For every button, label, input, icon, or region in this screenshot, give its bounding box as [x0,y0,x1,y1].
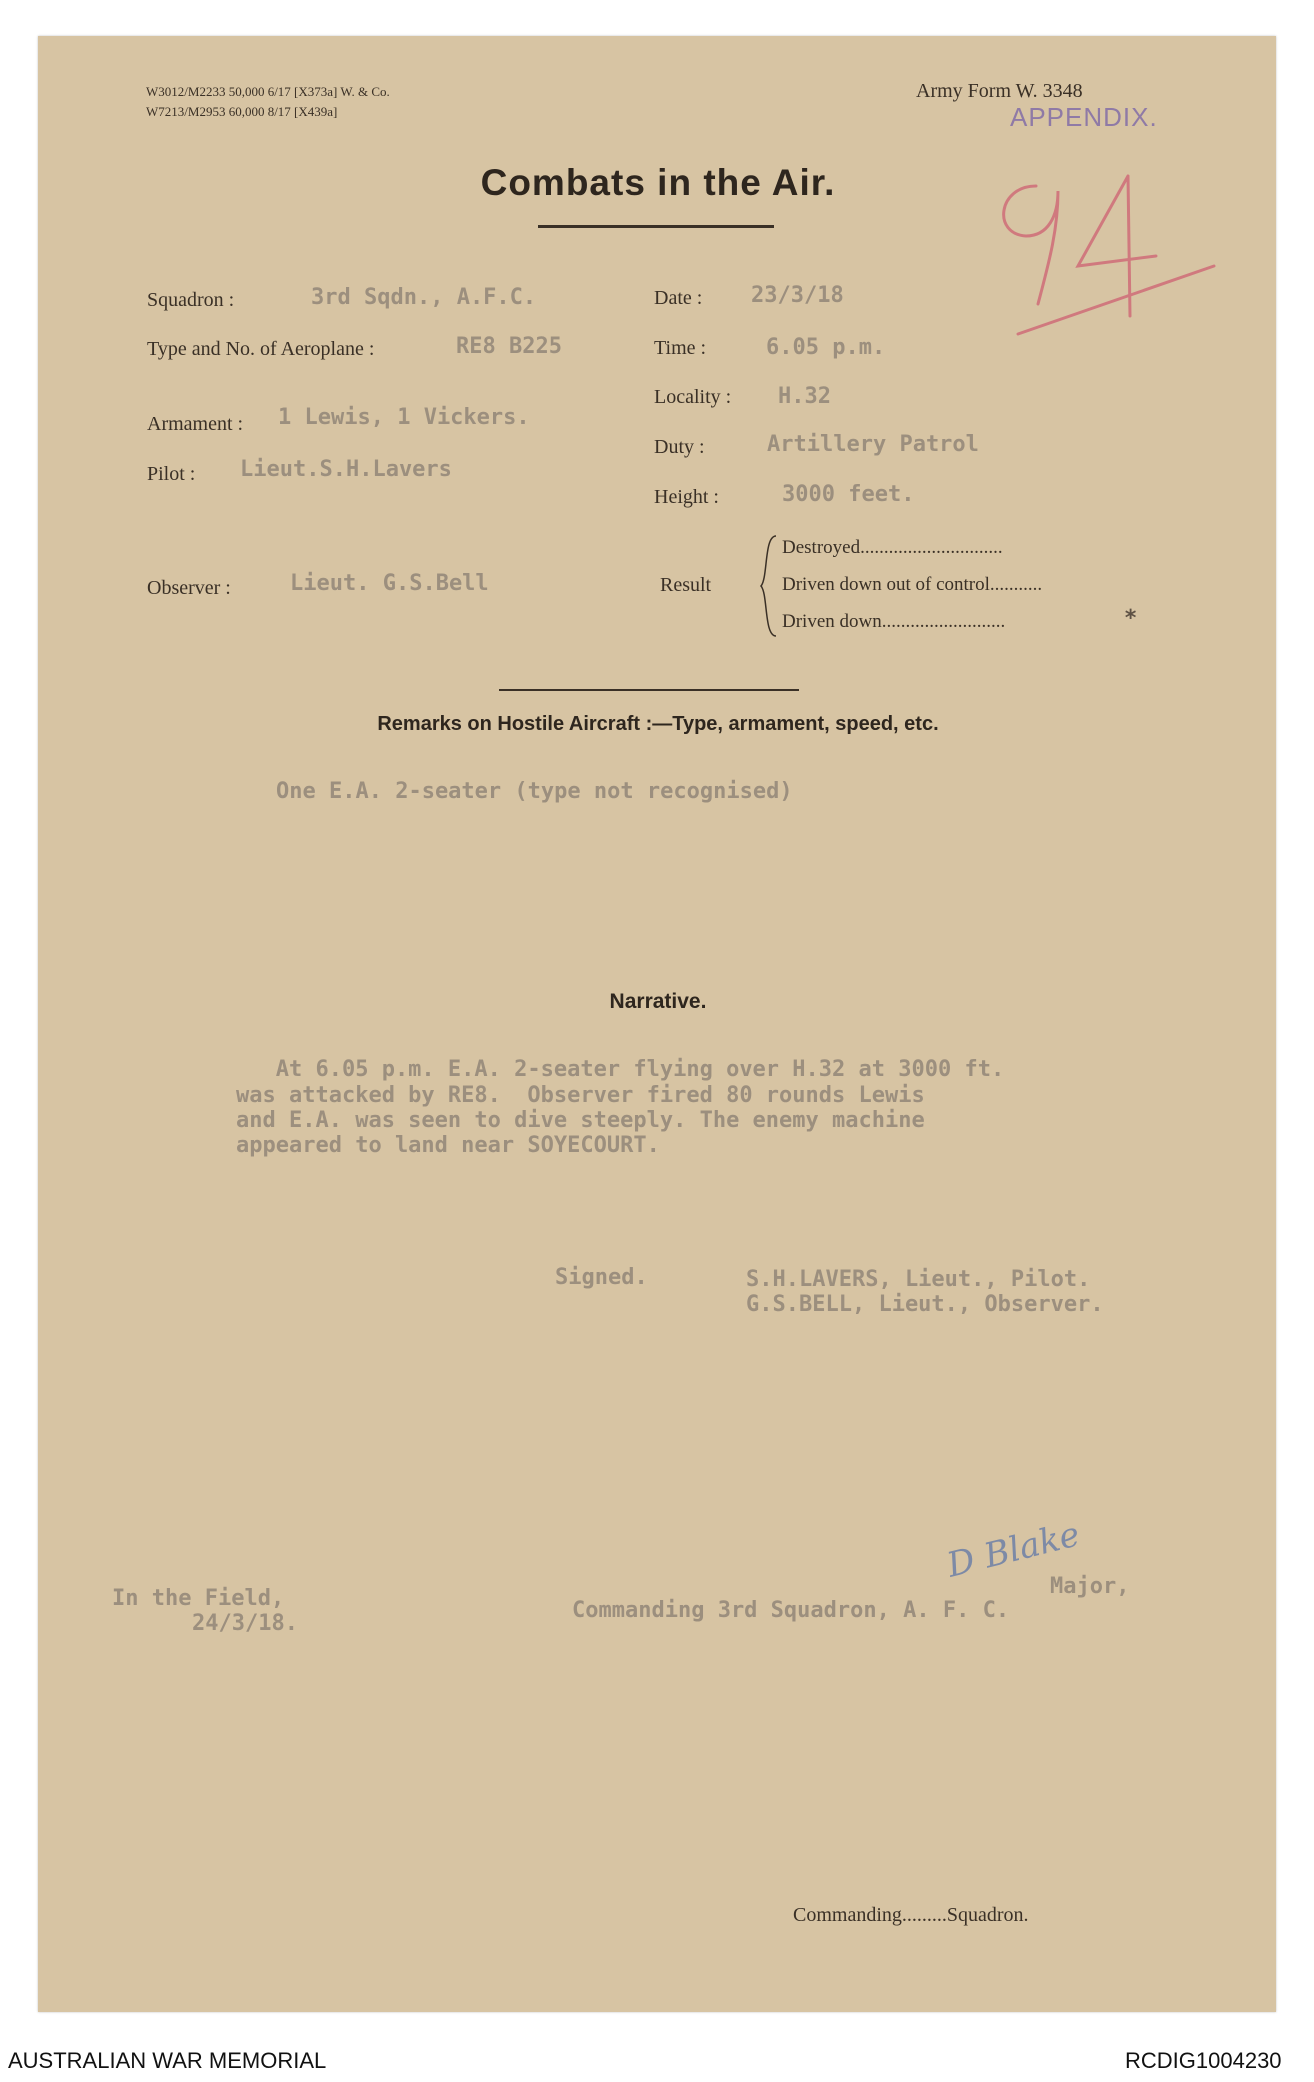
remarks-text: One E.A. 2-seater (type not recognised) [276,779,793,804]
narrative-line-1: At 6.05 p.m. E.A. 2-seater flying over H.32 at 3000 ft. [236,1057,1005,1082]
handwritten-signature: D Blake [943,1514,1084,1586]
duty-value: Artillery Patrol [767,432,979,457]
time-label: Time : [654,337,707,359]
title-underline [538,225,774,228]
narrative-line-3: and E.A. was seen to dive steeply. The enemy machine [236,1108,925,1133]
commanding-line: Commanding 3rd Squadron, A. F. C. [572,1598,1010,1623]
aeroplane-value: RE8 B225 [456,334,562,359]
place-date: 24/3/18. [192,1611,298,1636]
form-sheet [38,36,1276,2012]
height-label: Height : [654,486,719,508]
result-label: Result [660,574,712,596]
observer-label: Observer : [147,577,231,599]
signature-line-1: S.H.LAVERS, Lieut., Pilot. [746,1267,1091,1292]
result-out-of-control: Driven down out of control........... [782,574,1043,595]
pilot-label: Pilot : [147,463,196,485]
result-mark: * [1124,606,1138,631]
narrative-line-2: was attacked by RE8. Observer fired 80 rounds Lewis [236,1083,925,1108]
date-value: 23/3/18 [751,283,844,308]
archive-id: RCDIG1004230 [1125,2048,1282,2073]
narrative-line-4: appeared to land near SOYECOURT. [236,1133,660,1158]
remarks-heading: Remarks on Hostile Aircraft :—Type, armament, speed, etc. [377,713,939,735]
signed-label: Signed. [555,1265,648,1290]
height-value: 3000 feet. [782,482,915,507]
print-code-1: W3012/M2233 50,000 6/17 [X373a] W. & Co. [146,84,390,99]
signature-line-2: G.S.BELL, Lieut., Observer. [746,1292,1104,1317]
time-value: 6.05 p.m. [766,335,886,360]
place-label: In the Field, [112,1586,285,1611]
armament-label: Armament : [147,413,244,435]
major-label: Major, [1050,1574,1130,1599]
locality-label: Locality : [654,386,732,408]
appendix-stamp: APPENDIX. [1010,102,1158,132]
printed-commanding: Commanding.........Squadron. [793,1904,1029,1926]
form-title: Combats in the Air. [480,162,836,203]
form-number: Army Form W. 3348 [916,80,1083,102]
observer-value: Lieut. G.S.Bell [290,571,489,596]
aeroplane-label: Type and No. of Aeroplane : [147,338,375,360]
section-divider [499,689,799,691]
result-destroyed: Destroyed.............................. [782,537,1003,558]
armament-value: 1 Lewis, 1 Vickers. [278,405,530,430]
locality-value: H.32 [778,384,831,409]
result-driven-down: Driven down.......................... [782,611,1006,632]
squadron-label: Squadron : [147,289,235,311]
pilot-value: Lieut.S.H.Lavers [240,457,452,482]
print-code-2: W7213/M2953 60,000 8/17 [X439a] [146,104,338,119]
archive-label: AUSTRALIAN WAR MEMORIAL [8,2048,327,2073]
duty-label: Duty : [654,436,705,458]
date-label: Date : [654,287,703,309]
narrative-heading: Narrative. [609,990,707,1013]
result-brace [758,534,780,638]
squadron-value: 3rd Sqdn., A.F.C. [311,285,537,310]
